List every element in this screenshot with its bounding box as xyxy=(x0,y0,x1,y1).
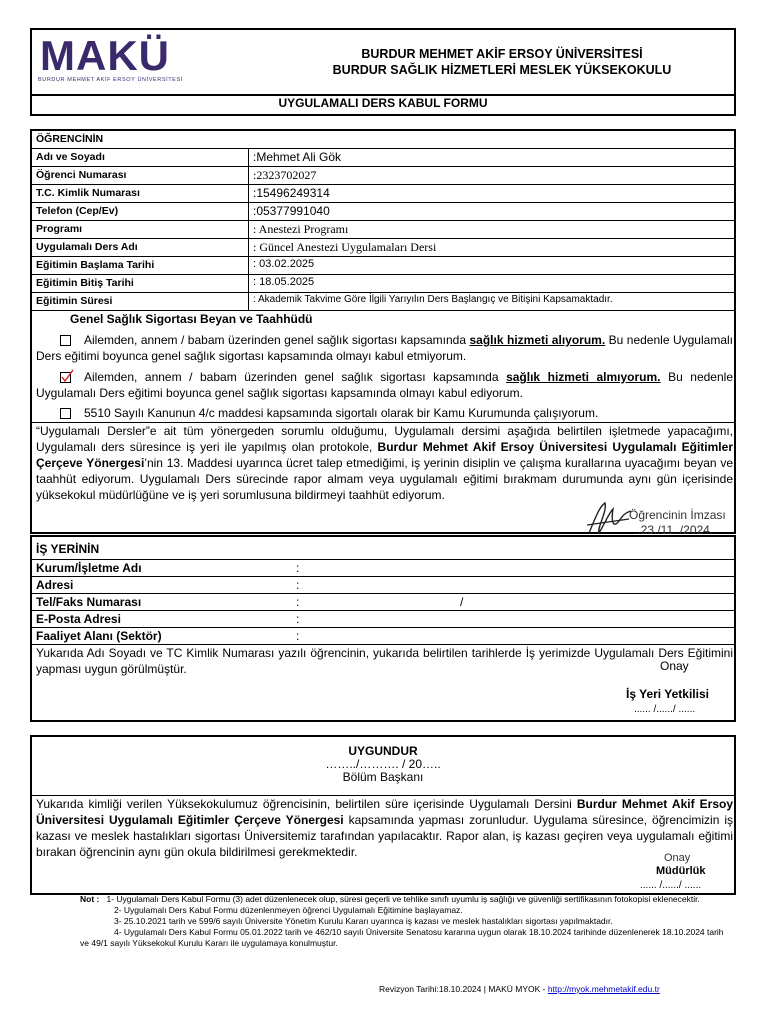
school-name: BURDUR SAĞLIK HİZMETLERİ MESLEK YÜKSEKOKULU xyxy=(332,63,672,77)
workplace-row-name xyxy=(32,560,734,577)
column-divider xyxy=(248,239,249,256)
regulation-name: Burdur Mehmet Akif Ersoy Üniversitesi Uygulamalı Eğitimler Çerçeve Yönergesi xyxy=(36,797,734,827)
note-text: 1- Uygulamalı Ders Kabul Formu (3) adet düzenlenecek olup, süresi geçerli ve tehlike sınıfı uyumlu iş sağlığı ve güvenliği sertifikasının fotokopisi eklenecektir. xyxy=(106,894,700,904)
student-row-tc xyxy=(32,185,734,203)
signature-date: ..23./11../2024 xyxy=(634,523,710,537)
workplace-row-email xyxy=(32,611,734,628)
option-emphasis: sağlık hizmeti almıyorum. xyxy=(506,370,661,384)
workplace-row-phone xyxy=(32,594,734,611)
notes-label: Not : xyxy=(80,894,100,904)
student-row-phone xyxy=(32,203,734,221)
column-divider xyxy=(248,185,249,202)
field-label: Öğrenci Numarası xyxy=(36,169,127,181)
student-row-end xyxy=(32,275,734,293)
insurance-option-2-text xyxy=(36,369,733,401)
approval-section xyxy=(30,735,736,895)
director-onay: Onay xyxy=(664,852,691,864)
approval-date: ……../………. / 20….. xyxy=(325,757,441,771)
workplace-row-address xyxy=(32,577,734,594)
director-label: Müdürlük xyxy=(656,865,706,877)
end-date-value[interactable]: : 18.05.2025 xyxy=(253,276,315,288)
declaration-text: ’nin 13. Maddesi uyarınca ücret talep etmediğimi, iş yerinin disiplin ve çalışma kurallarına uyacağımı beyan ve taahhüt ediyorum. Uygulamalı Ders sürecinde rapor almam veya uygulamalı eğitimi bırakmam durumunda aynı gün içerisinde yüksekokul müdürlüğüne ve iş yeri sorumlusuna bildirmeyi taahhüt ediyorum. xyxy=(36,456,734,502)
student-row-name xyxy=(32,149,734,167)
form-header xyxy=(30,28,736,116)
student-row-course xyxy=(32,239,734,257)
course-value[interactable]: : Güncel Anestezi Uygulamaları Dersi xyxy=(253,240,437,254)
student-number-value[interactable]: :2323702027 xyxy=(253,168,317,182)
student-row-program xyxy=(32,221,734,239)
field-label: Adı ve Soyadı xyxy=(36,151,105,163)
workplace-phone-value[interactable]: : xyxy=(296,595,300,609)
signature-label: Öğrencinin İmzası xyxy=(629,508,726,522)
maku-logo: MAKÜ xyxy=(40,32,170,79)
student-row-number xyxy=(32,167,734,185)
note-4: 4- Uygulamalı Ders Kabul Formu 05.01.2022 tarih ve 462/10 sayılı Üniversite Senatosu kararına uygun olarak 18.10.2024 tarihinde düzenlenerek 18.10.2024 tarih ve 49/1 sayılı Yüksekokul Kurulu Kararı ile uygulamaya konulmuştur. xyxy=(80,927,724,948)
student-section xyxy=(30,129,736,537)
field-label: Telefon (Cep/Ev) xyxy=(36,205,119,217)
field-label: Eğitimin Bitiş Tarihi xyxy=(36,277,134,289)
field-label: Adresi xyxy=(36,578,74,592)
approval-paragraph: kapsamında yapması zorunludur. Uygulama süresince, öğrencimizin iş kazası ve meslek hastalıkları sigortası Üniversitemiz tarafından yapılacaktır. Rapor alan, iş kazası geçiren veya uygulamalı eğitimi bırakan öğrencinin aynı gün okula bildirilmesi gerekmektedir. xyxy=(36,813,733,859)
column-divider xyxy=(248,149,249,166)
option-text: Bu nedenle Uygulamalı Ders eğitimi boyunca genel sağlık sigortası kapsamında olmayı kabul ediyorum. xyxy=(36,370,733,400)
form-title: UYGULAMALI DERS KABUL FORMU xyxy=(278,96,488,110)
tc-number-value[interactable]: :15496249314 xyxy=(253,186,330,200)
option-text: Bu nedenle Uygulamalı Ders eğitimi boyunca genel sağlık sigortası kapsamında olmayı kabul etmiyorum. xyxy=(36,333,733,363)
insurance-option-3-text: 5510 Sayılı Kanunun 4/c maddesi kapsamında sigortalı olarak bir Kamu Kurumunda çalışıyorum. xyxy=(84,406,599,420)
field-label: Tel/Faks Numarası xyxy=(36,595,142,609)
insurance-option-1-text xyxy=(36,332,733,364)
field-label: Faaliyet Alanı (Sektör) xyxy=(36,629,162,643)
column-divider xyxy=(248,257,249,274)
workplace-row-sector xyxy=(32,628,734,645)
column-divider xyxy=(248,221,249,238)
student-signature-icon xyxy=(585,499,633,539)
declaration-text: “Uygulamalı Dersler”e ait tüm yönergeden sorumlu olduğumu, Uygulamalı dersimi aşağıda belirtilen işletmede yapacağımı, Uygulamalı ders süresince iş yeri ile yapılmış olan protokole, xyxy=(36,424,733,454)
page-footer xyxy=(379,984,660,994)
field-label: Eğitimin Süresi xyxy=(36,295,113,307)
uygundur-label: UYGUNDUR xyxy=(348,744,418,758)
field-label: Programı xyxy=(36,223,83,235)
workplace-authority: İş Yeri Yetkilisi xyxy=(626,687,709,701)
department-head: Bölüm Başkanı xyxy=(342,770,424,784)
department-approval xyxy=(32,745,734,784)
start-date-value[interactable]: : 03.02.2025 xyxy=(253,258,315,270)
workplace-date: ...... /....../ ...... xyxy=(634,704,696,715)
workplace-address-value[interactable]: : xyxy=(296,578,300,592)
option-text: Ailemden, annem / babam üzerinden genel sağlık sigortası kapsamında xyxy=(84,333,470,347)
student-section-header xyxy=(32,131,734,149)
program-value[interactable]: : Anestezi Programı xyxy=(253,222,349,236)
regulation-name: Burdur Mehmet Akif Ersoy Üniversitesi Uygulamalı Eğitimler Çerçeve Yönergesi xyxy=(36,440,733,470)
note-2: 2- Uygulamalı Ders Kabul Formu düzenlenmeyen öğrenci Uygulamalı Eğitimine başlayamaz. xyxy=(114,905,463,915)
workplace-onay: Onay xyxy=(660,659,689,673)
workplace-title: İŞ YERİNİN xyxy=(36,542,100,556)
note-1 xyxy=(80,894,730,905)
workplace-header xyxy=(32,537,734,560)
note-3: 3- 25.10.2021 tarih ve 599/6 sayılı Üniversite Yönetim Kurulu Kararı uyarınca iş kazası ve meslek hastalıkları sigortası yapılmaktadır. xyxy=(114,916,613,926)
column-divider xyxy=(248,203,249,220)
duration-value[interactable]: : Akademik Takvime Göre İlgili Yarıyılın Ders Başlangıç ve Bitişini Kapsamaktadır. xyxy=(253,294,613,305)
column-divider xyxy=(248,167,249,184)
field-label: Uygulamalı Ders Adı xyxy=(36,241,138,253)
field-label: E-Posta Adresi xyxy=(36,612,121,626)
field-label: Eğitimin Başlama Tarihi xyxy=(36,259,155,271)
field-label: T.C. Kimlik Numarası xyxy=(36,187,140,199)
workplace-email-value[interactable]: : xyxy=(296,612,300,626)
column-divider xyxy=(248,275,249,292)
phone-fax-separator: / xyxy=(460,595,464,609)
approval-paragraph: Yukarıda kimliği verilen Yüksekokulumuz öğrencisinin, belirtilen süre içerisinde Uygulamalı Dersini xyxy=(36,797,577,811)
workplace-name-value[interactable]: : xyxy=(296,561,300,575)
insurance-option-3-checkbox[interactable] xyxy=(60,408,71,419)
insurance-title: Genel Sağlık Sigortası Beyan ve Taahhüdü xyxy=(70,312,313,326)
notes-block xyxy=(80,894,730,949)
approval-text xyxy=(36,796,733,860)
workplace-approval-text: Yukarıda Adı Soyadı ve TC Kimlik Numarası yazılı öğrencinin, yukarıda belirtilen tarihlerde İş yerimizde Uygulamalı Ders Eğitimini yapması uygun görülmüştür. xyxy=(36,646,733,676)
revision-info: Revizyon Tarihi:18.10.2024 | MAKÜ MYOK - xyxy=(379,984,548,994)
website-link[interactable]: http://myok.mehmetakif.edu.tr xyxy=(547,984,660,994)
logo-subtitle: BURDUR MEHMET AKİF ERSOY ÜNİVERSİTESİ xyxy=(38,77,183,83)
student-section-title: ÖĞRENCİNİN xyxy=(36,133,104,145)
university-name: BURDUR MEHMET AKİF ERSOY ÜNİVERSİTESİ xyxy=(361,47,643,61)
workplace-sector-value[interactable]: : xyxy=(296,629,300,643)
option-text: Ailemden, annem / babam üzerinden genel sağlık sigortası kapsamında xyxy=(84,370,507,384)
student-row-duration xyxy=(32,293,734,311)
option-emphasis: sağlık hizmeti alıyorum. xyxy=(469,333,606,347)
director-date: ...... /....../ ...... xyxy=(640,880,702,891)
student-row-start xyxy=(32,257,734,275)
student-declaration xyxy=(36,423,733,503)
phone-value[interactable]: :05377991040 xyxy=(253,204,330,218)
student-name-value[interactable]: :Mehmet Ali Gök xyxy=(253,150,342,164)
column-divider xyxy=(248,293,249,310)
field-label: Kurum/İşletme Adı xyxy=(36,561,142,575)
institution-names xyxy=(282,46,722,78)
workplace-section xyxy=(30,535,736,722)
